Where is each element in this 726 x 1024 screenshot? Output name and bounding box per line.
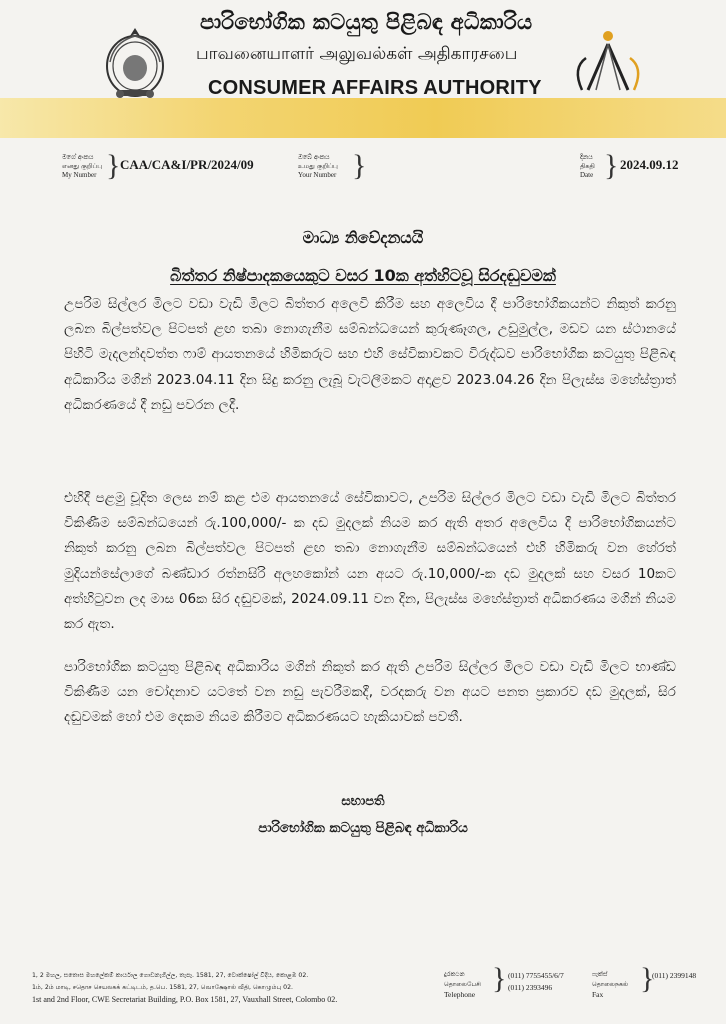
your-number-label-si: ඔබේ අංකය <box>298 153 330 161</box>
brace-icon: } <box>640 962 655 995</box>
my-number-value: CAA/CA&I/PR/2024/09 <box>120 157 254 172</box>
telephone-number-2: (011) 2393496 <box>508 983 553 992</box>
subheading-text: බිත්තර නිෂ්පාදකයෙකුට වසර 10ක අත්හිටවූ සිරදඬුවමක් <box>170 266 556 285</box>
date-label-si: දිනය <box>580 153 593 161</box>
brace-icon: } <box>106 149 121 182</box>
caa-logo-icon <box>566 28 650 100</box>
address-sinhala: 1, 2 මහල, සතොස මහලේකම් කාර්යාල ගොඩනැගිල්ල, තැපෑ. 1581, 27, වොක්ෂෝල් වීදිය, කොළඹ 02. <box>32 972 309 979</box>
signatory-title: සභාපති <box>341 794 385 809</box>
telephone-label <box>444 970 481 1000</box>
letterhead-footer <box>0 960 726 1024</box>
date-label-en: Date <box>580 171 594 179</box>
brace-icon: } <box>604 149 619 182</box>
address-tamil: 1ம், 2ம் மாடி, சதொச செயலகக் கட்டிடம், த.பெ. 1581, 27, வொக்ஷோல் வீதி, கொழும்பு 02. <box>32 984 293 991</box>
date-block <box>580 149 710 185</box>
letterhead-color-band <box>0 98 726 138</box>
address-english: 1st and 2nd Floor, CWE Secretariat Building, P.O. Box 1581, 27, Vauxhall Street, Colombo 02. <box>32 995 338 1004</box>
authority-name-tamil: பாவனையாளர் அலுவல்கள் அதிகாரசபை <box>196 44 518 64</box>
your-number-label-ta: உமது குறிப்பு <box>298 162 338 170</box>
telephone-numbers <box>508 970 564 994</box>
my-number-label-ta: எனது குறிப்பு <box>62 162 103 170</box>
fax-label-en: Fax <box>592 990 604 999</box>
date-value: 2024.09.12 <box>620 157 679 172</box>
date-label-ta: திகதி <box>580 162 595 170</box>
telephone-label-en: Telephone <box>444 990 476 999</box>
my-number-block <box>62 149 282 185</box>
paragraph-3: පාරිභෝගික කටයුතු පිළිබඳ අධිකාරිය මගින් නිකුත් කර ඇති උපරිම සිල්ලර මිලට වඩා වැඩි මිලට භාණ්ඩ විකිණීම යන චෝදනාව යටතේ වන නඩු පැවරීමකදී, වරදකරු වන අයට පනත ප්‍රකාරව දඩ මුදලක්, සිර දඬුවමක් හෝ එම දෙකම නියම කිරීමට අධිකරණයට හැකියාවක් පවතී. <box>64 659 676 726</box>
paragraph-1: උපරිම සිල්ලර මිලට වඩා වැඩි මිලට බිත්තර අලෙවි කිරීම සහ අලෙවිය දී පාරිභෝගිකයන්ට නිකුත් කරනු ලබන බිල්පත්වල පිටපත් ළඟ තබා නොගැනීම සම්බන්ධයෙන් කුරුණෑගල, උඩුමුල්ල, මඩව යන ස්ථානයේ පිහිටි මැදලන්දවත්ත ෆාම් ආයතනයේ හිමිකරුට සහ එහි සේවිකාවකට විරුද්ධව පාරිභෝගික කටයුතු පිළිබඳ අධිකාරිය මගින් 2023.04.11 දින සිදු කරනු ලැබූ වැටලීමකට අදාළව 2023.04.26 දින පිලැස්ස මහේස්ත්‍රාත් අධිකරණයේ දී නඩු පවරන ලදී. <box>64 296 676 413</box>
my-number-label-en: My Number <box>62 171 97 179</box>
sri-lanka-emblem-icon <box>100 22 170 104</box>
footer-address <box>32 970 337 1006</box>
authority-name-sinhala: පාරිභෝගික කටයුතු පිළිබඳ අධිකාරිය <box>200 10 533 34</box>
telephone-label-si: දුරකථන <box>444 971 465 978</box>
fax-label <box>592 970 628 1000</box>
signatory-organization: පාරිභෝගික කටයුතු පිළිබඳ අධිකාරිය <box>258 820 468 836</box>
press-release-subheading <box>0 266 726 286</box>
my-number-label-si: මගේ අංකය <box>62 153 94 161</box>
fax-number: (011) 2399148 <box>652 971 697 980</box>
your-number-block <box>298 149 418 185</box>
press-release-heading: මාධ්‍ය නිවේදනයයි <box>302 228 424 247</box>
letterhead <box>0 0 726 150</box>
authority-name-english: CONSUMER AFFAIRS AUTHORITY <box>208 77 542 99</box>
paragraph-2: එහිදී පළමු චූදිත ලෙස නම් කළ එම ආයතනයේ සේවිකාවට, උපරිම සිල්ලර මිලට වඩා වැඩි මිලට බිත්තර විකිණීම සම්බන්ධයෙන් රු.100,000/- ක දඩ මුදලක් නියම කර ඇති අතර අලෙවිය දී පාරිභෝගිකයන්ට නිකුත් කරනු ලබන බිල්පත්වල පිටපත් ළඟ තබා නොගැනීම සම්බන්ධයෙන් එහි හිමිකරු වන හේරත් මුදියන්සේලාගේ බණ්ඩාර රත්නසිරි අලහකෝන් යන අයට රු.10,000/-ක දඩ මුදලක් සහ වසර 10කට අත්හිටුවන ලද මාස 06ක සිර දඬුවමක්, 2024.09.11 වන දින, පිලැස්ස මහේස්ත්‍රාත් අධිකරණය මගින් නියම කර ඇත. <box>64 490 676 633</box>
telephone-number-1: (011) 7755455/6/7 <box>508 971 564 980</box>
your-number-label-en: Your Number <box>298 171 337 179</box>
brace-icon: } <box>352 149 367 182</box>
brace-icon: } <box>492 962 507 995</box>
fax-label-ta: தொலைநகல் <box>592 981 629 988</box>
fax-label-si: ෆැක්ස් <box>592 971 608 978</box>
telephone-label-ta: தொலைபேசி <box>444 981 481 988</box>
your-number-label <box>298 153 358 180</box>
